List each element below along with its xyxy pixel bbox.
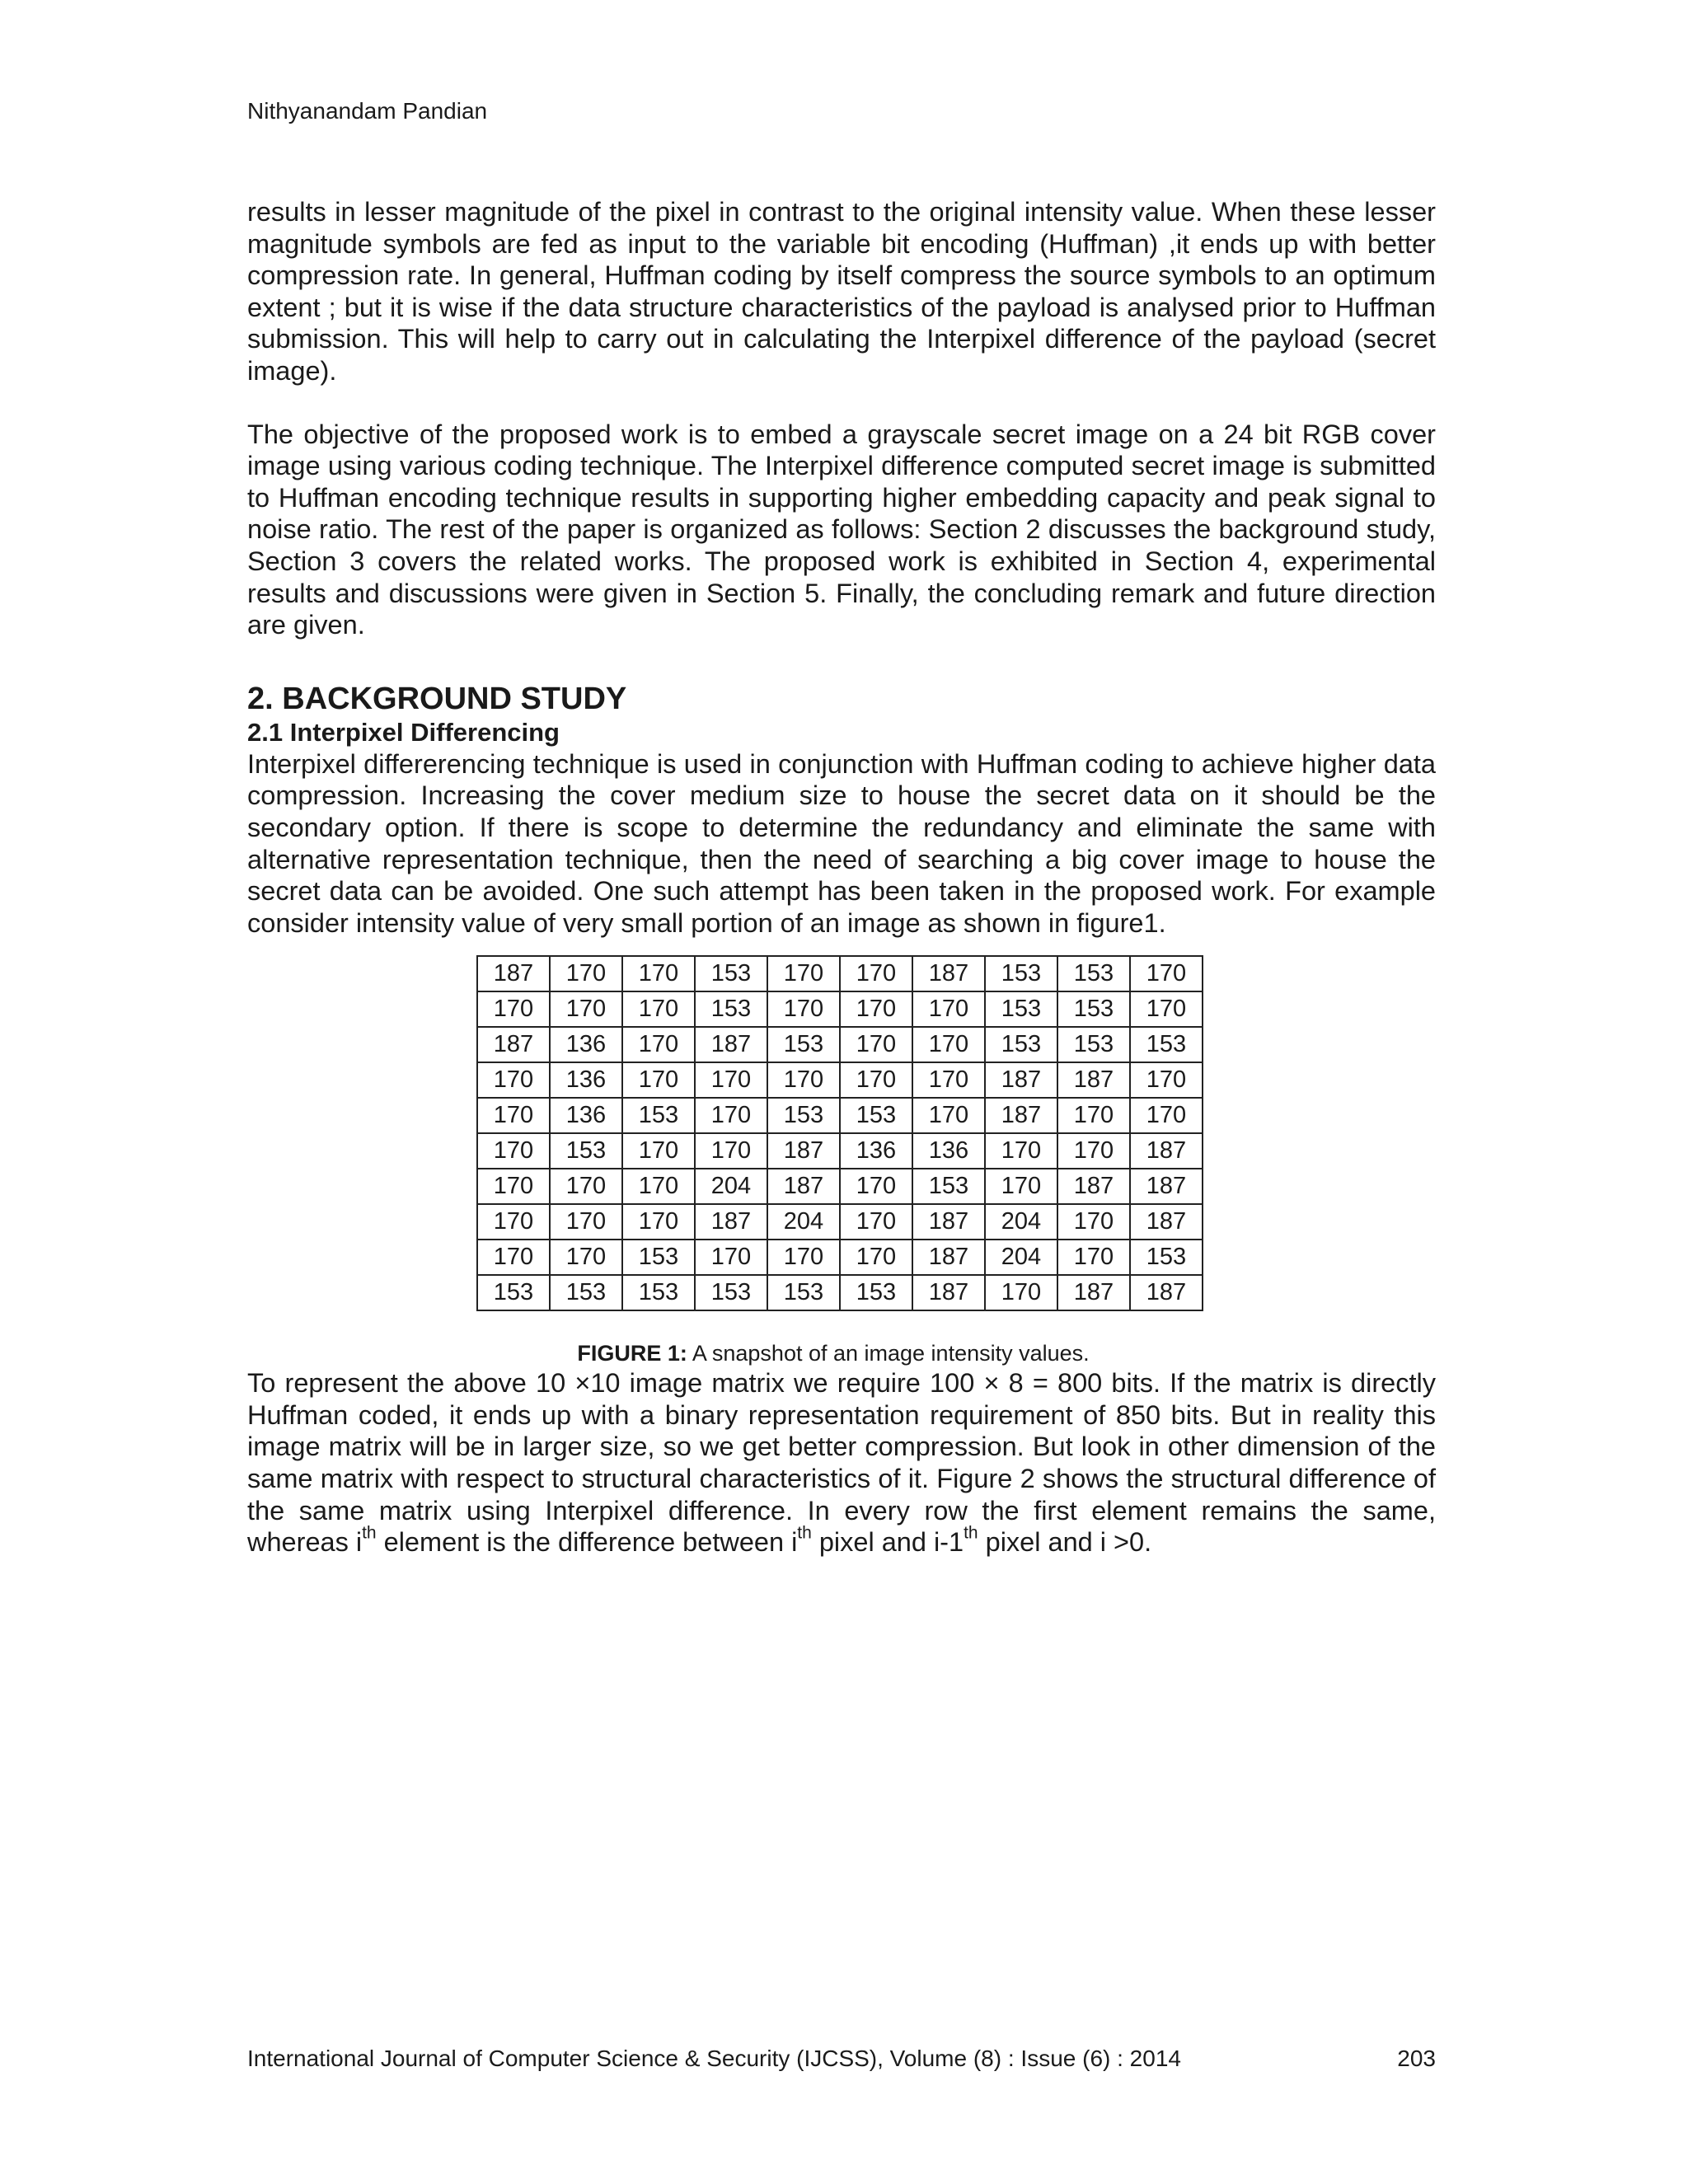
table-cell: 170 <box>695 1098 767 1133</box>
table-cell: 187 <box>695 1027 767 1062</box>
table-cell: 170 <box>985 1275 1057 1310</box>
table-cell: 170 <box>695 1133 767 1169</box>
footer-journal: International Journal of Computer Science & Security (IJCSS), Volume (8) : Issue (6) : 2014 <box>247 2046 1181 2071</box>
table-cell: 170 <box>840 991 912 1027</box>
figure-caption-text: A snapshot of an image intensity values. <box>687 1341 1090 1366</box>
table-cell: 170 <box>622 1169 695 1204</box>
table-row <box>477 956 1203 991</box>
table-row <box>477 1240 1203 1275</box>
paragraph-objective: The objective of the proposed work is to embed a grayscale secret image on a 24 bit RGB cover image using various coding technique. The Interpixel difference computed secret image is submitted to Huffman encoding technique results in supporting higher embedding capacity and peak signal to noise ratio. The rest of the paper is organized as follows: Section 2 discusses the background study, Section 3 covers the related works. The proposed work is exhibited in Section 4, experimental results and discussions were given in Section 5. Finally, the concluding remark and future direction are given. <box>247 419 1436 640</box>
table-cell: 170 <box>840 1027 912 1062</box>
table-cell: 153 <box>622 1098 695 1133</box>
table-cell: 153 <box>1130 1027 1203 1062</box>
superscript-th-3: th <box>964 1523 978 1543</box>
footer-page-number: 203 <box>1397 2046 1436 2071</box>
paragraph-intro: results in lesser magnitude of the pixel in contrast to the original intensity value. When these lesser magnitude symbols are fed as input to the variable bit encoding (Huffman) ,it ends up with better compression rate. In general, Huffman coding by itself compress the source symbols to an optimum extent ; but it is wise if the data structure characteristics of the payload is analysed prior to Huffman submission. This will help to carry out in calculating the Interpixel difference of the payload (secret image). <box>247 197 1436 386</box>
table-cell: 153 <box>1057 1027 1130 1062</box>
table-cell: 170 <box>477 1098 550 1133</box>
table-cell: 136 <box>840 1133 912 1169</box>
superscript-th-2: th <box>797 1523 812 1543</box>
table-cell: 170 <box>477 1240 550 1275</box>
table-cell: 170 <box>767 1062 840 1098</box>
figure-1 <box>247 955 1436 1311</box>
table-cell: 170 <box>985 1133 1057 1169</box>
table-cell: 170 <box>622 1133 695 1169</box>
table-cell: 153 <box>767 1027 840 1062</box>
table-cell: 170 <box>550 1240 622 1275</box>
table-cell: 187 <box>1057 1275 1130 1310</box>
table-cell: 170 <box>477 1204 550 1240</box>
table-cell: 170 <box>1130 1062 1203 1098</box>
table-cell: 170 <box>1130 956 1203 991</box>
table-cell: 170 <box>477 1133 550 1169</box>
table-cell: 170 <box>1057 1098 1130 1133</box>
table-cell: 170 <box>912 991 985 1027</box>
table-cell: 187 <box>1057 1169 1130 1204</box>
table-cell: 170 <box>840 1204 912 1240</box>
table-cell: 187 <box>1130 1133 1203 1169</box>
paragraph-representation-main: To represent the above 10 ×10 image matrix we require 100 × 8 = 800 bits. If the matrix is directly Huffman coded, it ends up with a binary representation requirement of 850 bits. But in reality this image matrix will be in larger size, so we get better compression. But look in other dimension of the same matrix with respect to structural characteristics of it. Figure 2 shows the structural difference of the same matrix using Interpixel difference. In every row the first element remains the same, whereas i <box>247 1368 1436 1558</box>
page-content <box>247 196 1436 1558</box>
table-cell: 170 <box>477 991 550 1027</box>
table-cell: 187 <box>985 1098 1057 1133</box>
table-cell: 170 <box>622 991 695 1027</box>
table-cell: 187 <box>767 1133 840 1169</box>
table-cell: 170 <box>550 1204 622 1240</box>
paragraph-representation-end: pixel and i >0. <box>978 1527 1152 1558</box>
table-cell: 153 <box>840 1275 912 1310</box>
table-cell: 170 <box>695 1062 767 1098</box>
table-cell: 153 <box>985 1027 1057 1062</box>
table-cell: 170 <box>767 991 840 1027</box>
figure-caption-label: FIGURE 1: <box>577 1341 687 1366</box>
table-cell: 187 <box>477 1027 550 1062</box>
page-footer <box>247 2045 1436 2073</box>
table-cell: 170 <box>912 1062 985 1098</box>
table-row <box>477 1098 1203 1133</box>
table-cell: 170 <box>622 1027 695 1062</box>
table-cell: 187 <box>912 1240 985 1275</box>
table-cell: 170 <box>550 956 622 991</box>
table-cell: 170 <box>767 1240 840 1275</box>
table-cell: 170 <box>1057 1204 1130 1240</box>
table-cell: 187 <box>985 1062 1057 1098</box>
table-row <box>477 1133 1203 1169</box>
table-cell: 153 <box>695 956 767 991</box>
paragraph-interpixel: Interpixel differerencing technique is used in conjunction with Huffman coding to achieve higher data compression. Increasing the cover medium size to house the secret data on it should be the secondary option. If there is scope to determine the redundancy and eliminate the same with alternative representation technique, then the need of searching a big cover image to house the secret data can be avoided. One such attempt has been taken in the proposed work. For example consider intensity value of very small portion of an image as shown in figure1. <box>247 748 1436 938</box>
table-cell: 153 <box>985 991 1057 1027</box>
table-cell: 204 <box>767 1204 840 1240</box>
table-row <box>477 1204 1203 1240</box>
table-cell: 170 <box>1057 1133 1130 1169</box>
table-cell: 170 <box>840 1169 912 1204</box>
table-cell: 153 <box>1057 991 1130 1027</box>
table-cell: 153 <box>622 1240 695 1275</box>
intensity-matrix-table <box>476 955 1203 1311</box>
table-cell: 170 <box>912 1027 985 1062</box>
table-cell: 187 <box>767 1169 840 1204</box>
table-cell: 136 <box>550 1062 622 1098</box>
table-cell: 170 <box>695 1240 767 1275</box>
table-cell: 187 <box>477 956 550 991</box>
table-cell: 153 <box>767 1275 840 1310</box>
table-cell: 170 <box>622 1062 695 1098</box>
table-cell: 153 <box>550 1133 622 1169</box>
table-cell: 170 <box>477 1062 550 1098</box>
table-cell: 170 <box>550 991 622 1027</box>
table-cell: 170 <box>985 1169 1057 1204</box>
table-row <box>477 1027 1203 1062</box>
table-cell: 153 <box>695 1275 767 1310</box>
table-cell: 170 <box>840 1062 912 1098</box>
table-cell: 170 <box>1130 991 1203 1027</box>
table-cell: 187 <box>1130 1169 1203 1204</box>
table-cell: 136 <box>912 1133 985 1169</box>
table-cell: 170 <box>477 1169 550 1204</box>
table-cell: 153 <box>1057 956 1130 991</box>
table-row <box>477 991 1203 1027</box>
table-cell: 187 <box>912 956 985 991</box>
table-cell: 153 <box>985 956 1057 991</box>
table-cell: 153 <box>1130 1240 1203 1275</box>
table-cell: 153 <box>550 1275 622 1310</box>
table-cell: 136 <box>550 1027 622 1062</box>
table-cell: 170 <box>912 1098 985 1133</box>
figure-caption <box>247 1339 1436 1367</box>
running-head-author: Nithyanandam Pandian <box>247 98 488 124</box>
paragraph-representation <box>247 1367 1436 1558</box>
table-cell: 153 <box>695 991 767 1027</box>
table-cell: 170 <box>840 1240 912 1275</box>
table-cell: 153 <box>477 1275 550 1310</box>
superscript-th-1: th <box>362 1523 377 1543</box>
table-cell: 170 <box>622 1204 695 1240</box>
table-cell: 170 <box>550 1169 622 1204</box>
table-cell: 187 <box>912 1204 985 1240</box>
table-cell: 153 <box>767 1098 840 1133</box>
table-cell: 187 <box>1130 1204 1203 1240</box>
table-cell: 170 <box>767 956 840 991</box>
table-row <box>477 1062 1203 1098</box>
table-cell: 153 <box>840 1098 912 1133</box>
table-cell: 187 <box>912 1275 985 1310</box>
table-row <box>477 1275 1203 1310</box>
paragraph-representation-mid2: pixel and i-1 <box>811 1527 964 1558</box>
table-cell: 170 <box>622 956 695 991</box>
table-cell: 187 <box>1130 1275 1203 1310</box>
table-cell: 170 <box>840 956 912 991</box>
table-cell: 136 <box>550 1098 622 1133</box>
table-row <box>477 1169 1203 1204</box>
section-heading: 2. BACKGROUND STUDY <box>247 681 627 716</box>
table-cell: 204 <box>695 1169 767 1204</box>
paragraph-representation-mid1: element is the difference between i <box>376 1527 798 1558</box>
table-cell: 170 <box>1057 1240 1130 1275</box>
table-cell: 204 <box>985 1204 1057 1240</box>
table-cell: 204 <box>985 1240 1057 1275</box>
table-cell: 153 <box>622 1275 695 1310</box>
table-cell: 187 <box>695 1204 767 1240</box>
table-cell: 187 <box>1057 1062 1130 1098</box>
subsection-heading: 2.1 Interpixel Differencing <box>247 717 560 747</box>
table-cell: 170 <box>1130 1098 1203 1133</box>
table-cell: 153 <box>912 1169 985 1204</box>
